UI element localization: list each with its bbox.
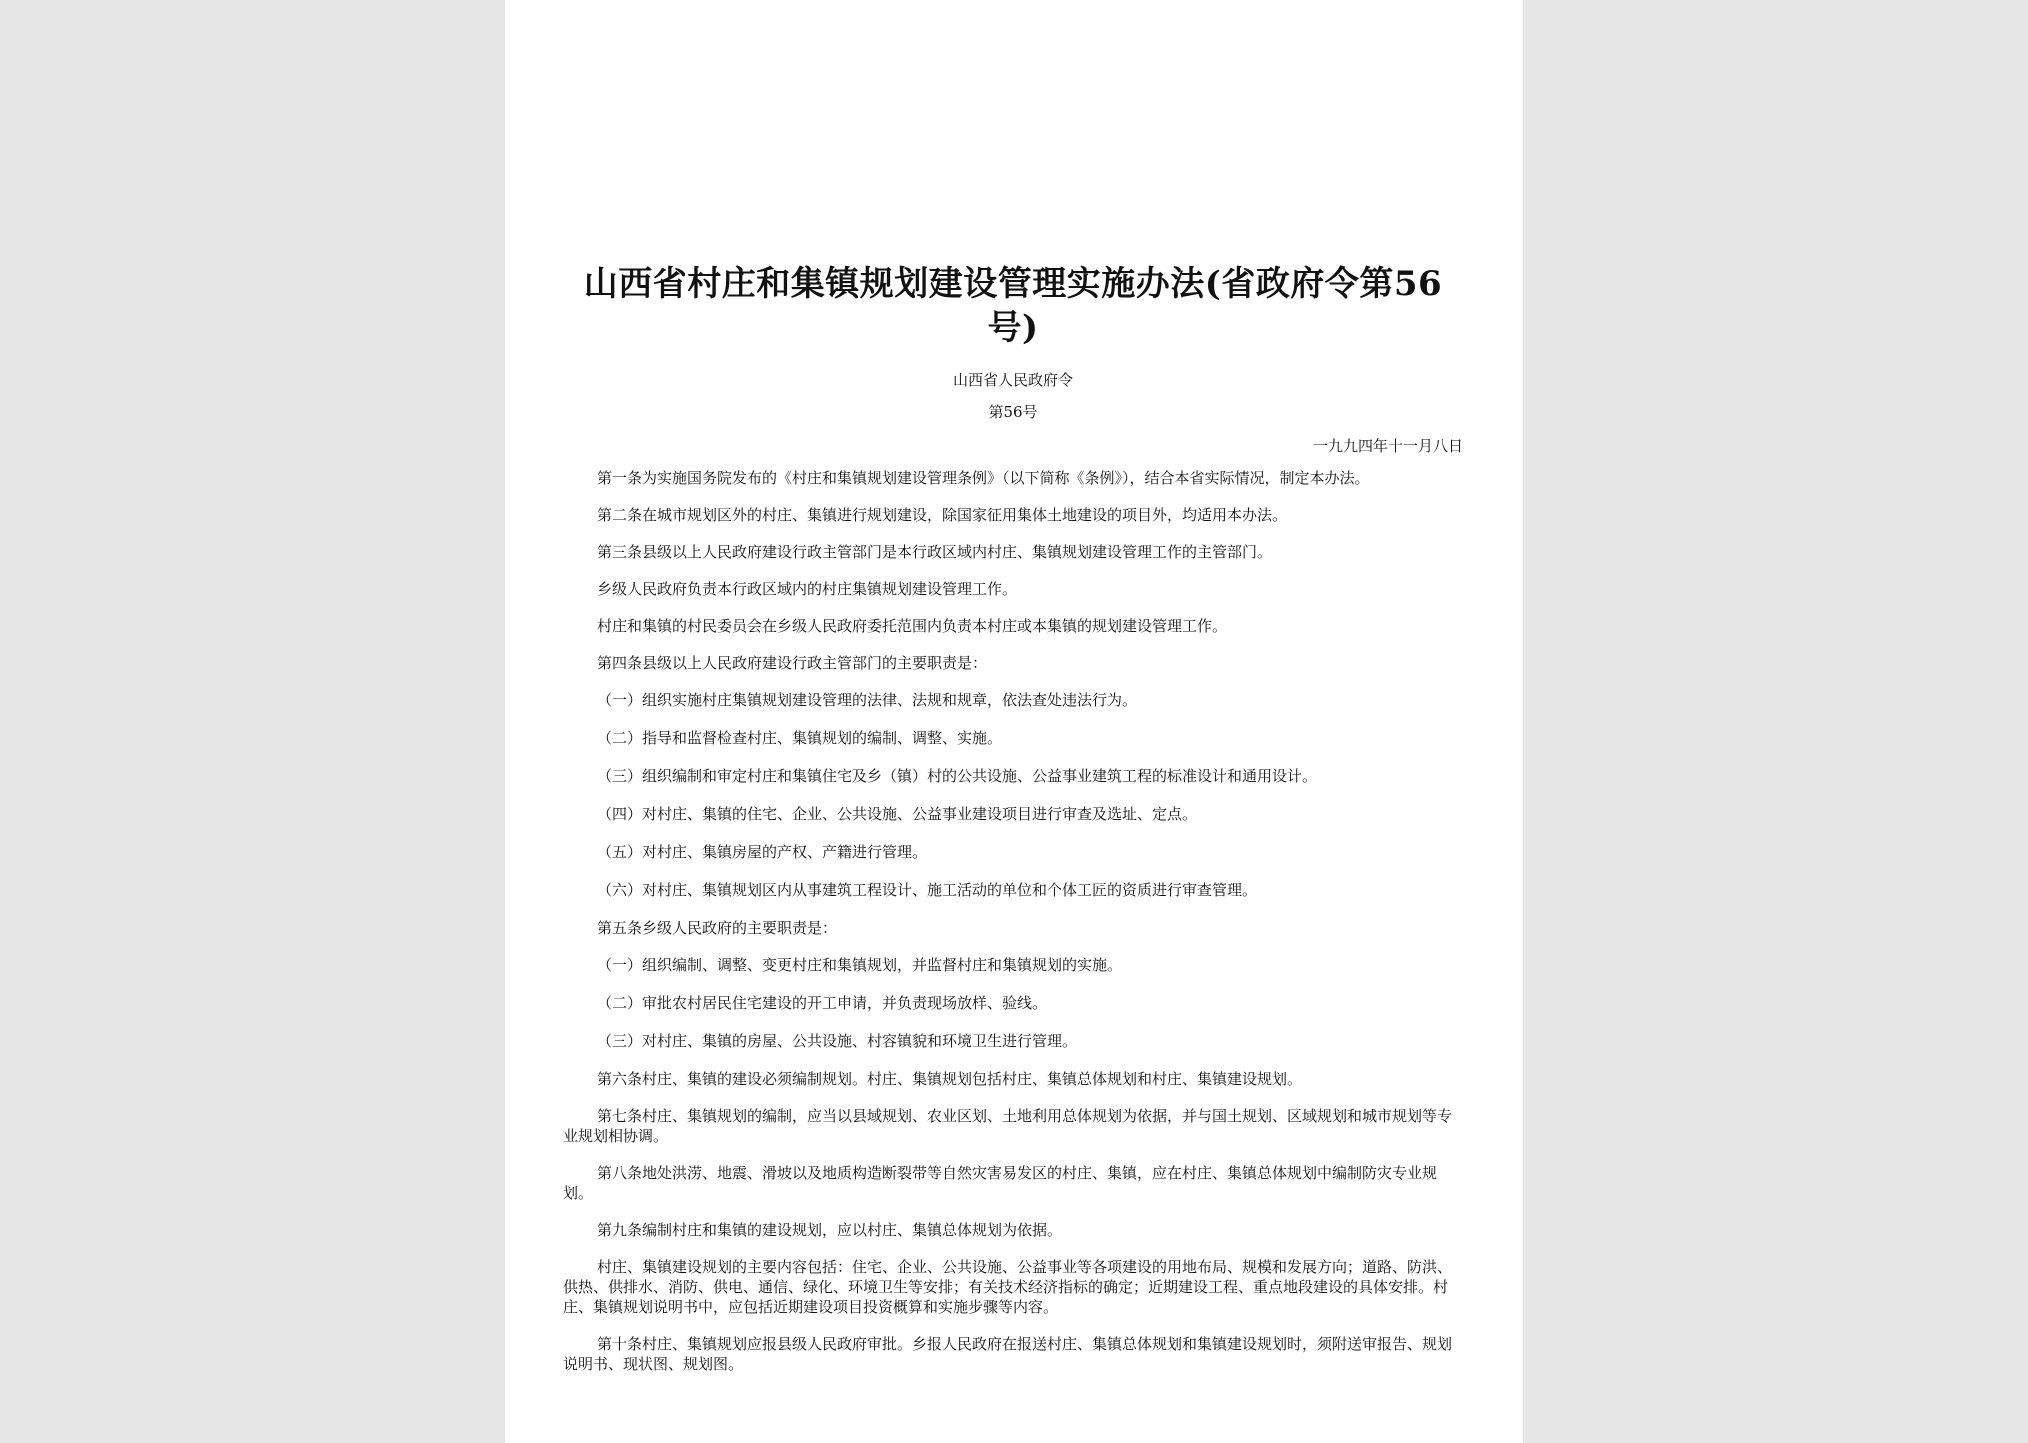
article-9-clause-2: 村庄、集镇建设规划的主要内容包括：住宅、企业、公共设施、公益事业等各项建设的用地布局、规模和发展方向；道路、防洪、供热、供排水、消防、供电、通信、绿化、环境卫生等安排；有关技术经济指标的确定；近期建设工程、重点地段建设的具体安排。村庄、集镇规划说明书中，应包括近期建设项目投资概算和实施步骤等内容。 (563, 1258, 1453, 1316)
article-4-item-1: （一）组织实施村庄集镇规划建设管理的法律、法规和规章，依法查处违法行为。 (597, 691, 1138, 709)
issue-date: 一九九四年十一月八日 (1312, 437, 1463, 455)
article-8: 第八条地处洪涝、地震、滑坡以及地质构造断裂带等自然灾害易发区的村庄、集镇，应在村庄、集镇总体规划中编制防灾专业规划。 (563, 1164, 1438, 1202)
article-5-item-2: （二）审批农村居民住宅建设的开工申请，并负责现场放样、验线。 (597, 994, 1048, 1012)
article-5-item-1: （一）组织编制、调整、变更村庄和集镇规划，并监督村庄和集镇规划的实施。 (597, 956, 1123, 974)
article-4-item-3: （三）组织编制和审定村庄和集镇住宅及乡（镇）村的公共设施、公益事业建筑工程的标准设计和通用设计。 (597, 767, 1318, 785)
article-3-clause-3: 村庄和集镇的村民委员会在乡级人民政府委托范围内负责本村庄或本集镇的规划建设管理工作。 (597, 617, 1228, 635)
article-4: 第四条县级以上人民政府建设行政主管部门的主要职责是： (597, 654, 988, 672)
article-3: 第三条县级以上人民政府建设行政主管部门是本行政区域内村庄、集镇规划建设管理工作的主管部门。 (597, 543, 1273, 561)
article-4-item-6: （六）对村庄、集镇规划区内从事建筑工程设计、施工活动的单位和个体工匠的资质进行审查管理。 (597, 881, 1258, 899)
article-1: 第一条为实施国务院发布的《村庄和集镇规划建设管理条例》（以下简称《条例》），结合本省实际情况，制定本办法。 (597, 469, 1370, 487)
issuer-line: 山西省人民政府令 (952, 371, 1073, 389)
article-10: 第十条村庄、集镇规划应报县级人民政府审批。乡报人民政府在报送村庄、集镇总体规划和集镇建设规划时，须附送审报告、规划说明书、现状图、规划图。 (563, 1335, 1453, 1373)
article-7: 第七条村庄、集镇规划的编制，应当以县域规划、农业区划、土地利用总体规划为依据，并与国土规划、区域规划和城市规划等专业规划相协调。 (563, 1107, 1453, 1145)
order-number: 第56号 (988, 403, 1038, 421)
article-9: 第九条编制村庄和集镇的建设规划，应以村庄、集镇总体规划为依据。 (597, 1221, 1063, 1239)
article-5: 第五条乡级人民政府的主要职责是： (597, 919, 838, 937)
article-4-item-2: （二）指导和监督检查村庄、集镇规划的编制、调整、实施。 (597, 729, 1003, 747)
article-5-item-3: （三）对村庄、集镇的房屋、公共设施、村容镇貌和环境卫生进行管理。 (597, 1032, 1078, 1050)
article-6: 第六条村庄、集镇的建设必须编制规划。村庄、集镇规划包括村庄、集镇总体规划和村庄、集镇建设规划。 (597, 1070, 1303, 1088)
article-3-clause-2: 乡级人民政府负责本行政区域内的村庄集镇规划建设管理工作。 (597, 580, 1018, 598)
article-2: 第二条在城市规划区外的村庄、集镇进行规划建设，除国家征用集体土地建设的项目外，均适用本办法。 (597, 506, 1288, 524)
document-title: 山西省村庄和集镇规划建设管理实施办法(省政府令第56号) (583, 264, 1443, 348)
article-4-item-5: （五）对村庄、集镇房屋的产权、产籍进行管理。 (597, 843, 928, 861)
document-page (505, 0, 1523, 1443)
article-4-item-4: （四）对村庄、集镇的住宅、企业、公共设施、公益事业建设项目进行审查及选址、定点。 (597, 805, 1198, 823)
